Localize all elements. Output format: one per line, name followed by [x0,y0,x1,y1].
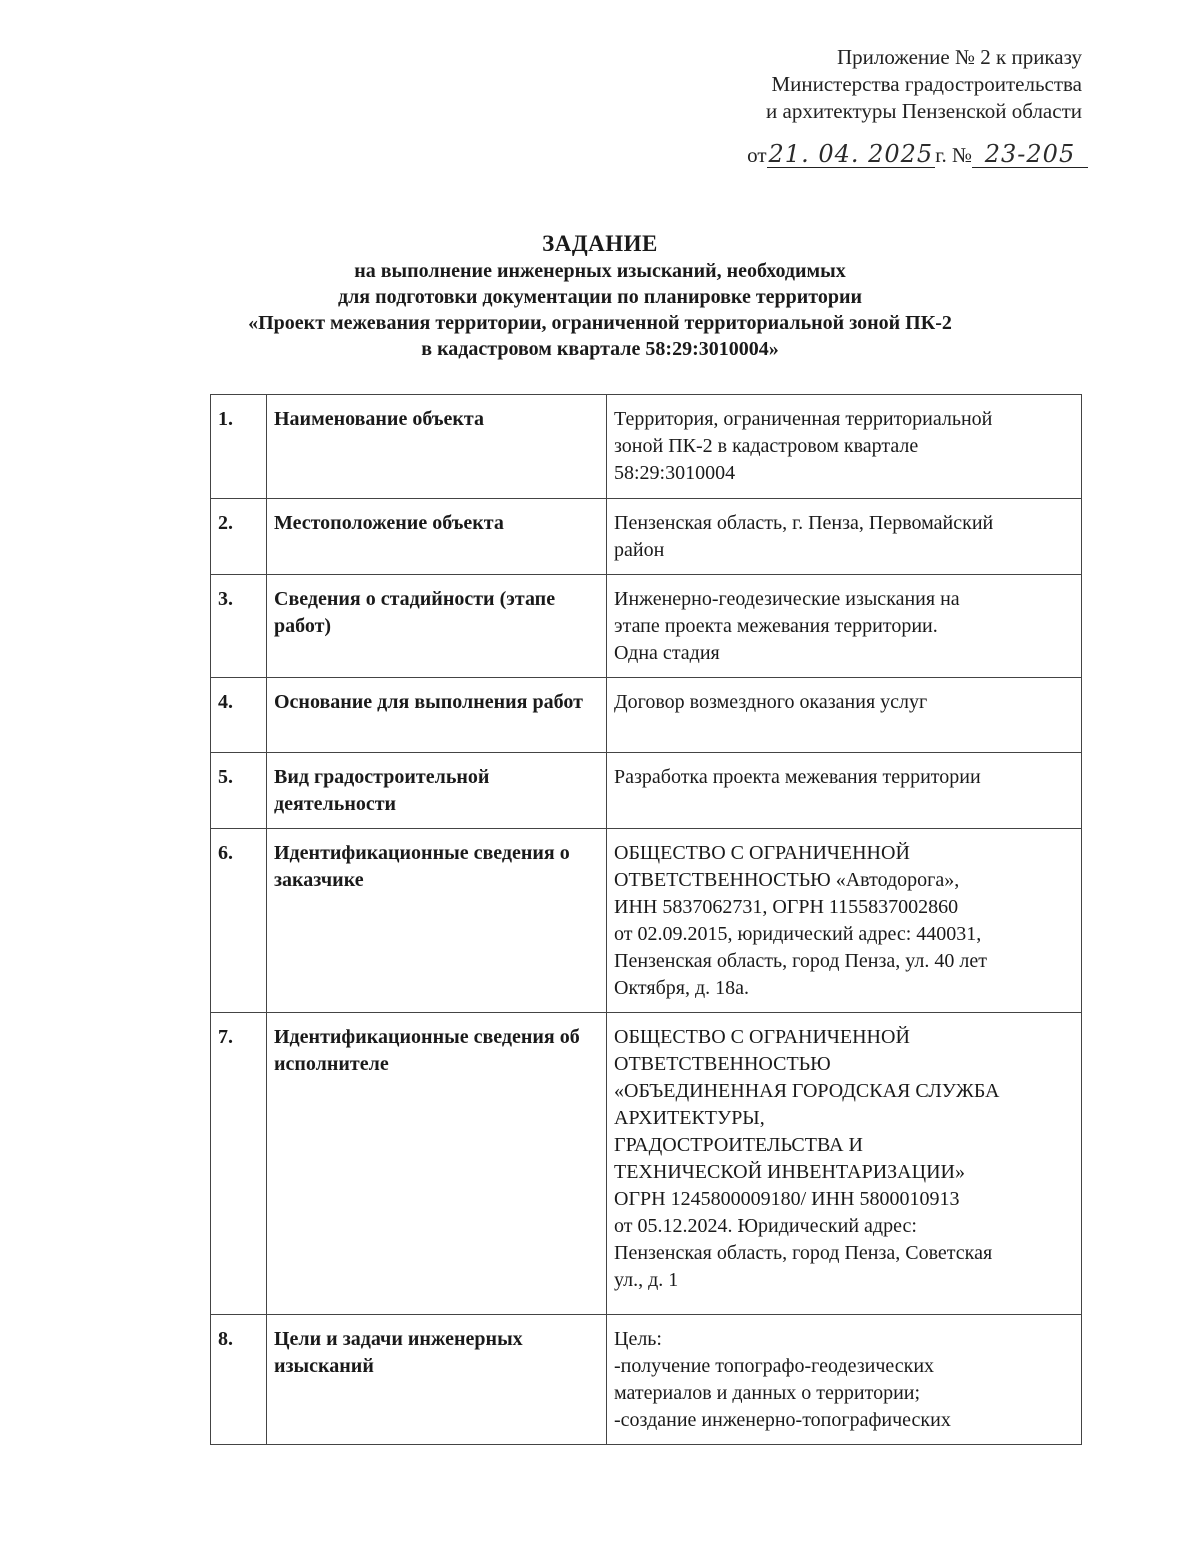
subtitle-line: в кадастровом квартале 58:29:3010004» [421,338,779,360]
value-line: от 02.09.2015, юридический адрес: 440031, [614,923,982,945]
value-line: этапе проекта межевания территории. [614,615,938,637]
appendix-line: и архитектуры Пензенской области [766,99,1082,123]
subtitle-line: на выполнение инженерных изысканий, необходимых [354,260,846,282]
table-row [211,1013,1082,1315]
row-label: Местоположение объекта [267,499,607,575]
value-line: зоной ПК-2 в кадастровом квартале [614,435,919,457]
value-line: ГРАДОСТРОИТЕЛЬСТВА И [614,1134,863,1156]
table-row [211,829,1082,1013]
row-value [607,395,1082,499]
order-number-sign: № [951,143,972,167]
row-label: Наименование объекта [267,395,607,499]
row-value [607,1013,1082,1315]
document-title-block [150,230,1050,362]
table-row [211,575,1082,678]
value-line: Октября, д. 18а. [614,977,749,999]
row-number: 8. [211,1315,267,1445]
row-number: 1. [211,395,267,499]
table-row [211,1315,1082,1445]
order-prefix: от [747,143,767,167]
row-value [607,678,1082,753]
row-number: 6. [211,829,267,1013]
row-number: 7. [211,1013,267,1315]
order-date-handwritten: 21. 04. 2025 [768,140,934,168]
value-line: ОБЩЕСТВО С ОГРАНИЧЕННОЙ [614,1026,910,1048]
value-line: ул., д. 1 [614,1269,679,1291]
row-label: Цели и задачи инженерных изысканий [267,1315,607,1445]
value-line: ОБЩЕСТВО С ОГРАНИЧЕННОЙ [614,842,910,864]
value-line: Пензенская область, г. Пенза, Первомайский [614,512,994,534]
row-label: Идентификационные сведения об исполнителе [267,1013,607,1315]
value-line: АРХИТЕКТУРЫ, [614,1107,765,1129]
subtitle-line: «Проект межевания территории, ограниченной территориальной зоной ПК-2 [248,312,952,334]
value-line: Одна стадия [614,642,720,664]
value-line: Разработка проекта межевания территории [614,766,981,788]
row-number: 2. [211,499,267,575]
order-number-handwritten: 23-205 [972,141,1088,168]
value-line: -получение топографо-геодезических [614,1355,935,1377]
table-row [211,499,1082,575]
value-line: 58:29:3010004 [614,462,736,484]
value-line: Территория, ограниченная территориальной [614,408,993,430]
row-value [607,753,1082,829]
table-row [211,678,1082,753]
row-number: 4. [211,678,267,753]
value-line: «ОБЪЕДИНЕННАЯ ГОРОДСКАЯ СЛУЖБА [614,1080,1000,1102]
value-line: Инженерно-геодезические изыскания на [614,588,960,610]
value-line: ОТВЕТСТВЕННОСТЬЮ [614,1053,831,1075]
appendix-note [766,44,1082,125]
row-label: Идентификационные сведения о заказчике [267,829,607,1013]
row-label: Вид градостроительной деятельности [267,753,607,829]
value-line: ОТВЕТСТВЕННОСТЬЮ «Автодорога», [614,869,960,891]
row-number: 5. [211,753,267,829]
order-reference [747,140,1088,170]
table-row [211,753,1082,829]
value-line: от 05.12.2024. Юридический адрес: [614,1215,917,1237]
value-line: Договор возмездного оказания услуг [614,691,928,713]
document-title: ЗАДАНИЕ [542,231,658,256]
value-line: ОГРН 1245800009180/ ИНН 5800010913 [614,1188,960,1210]
appendix-line: Министерства градостроительства [771,72,1082,96]
value-line: ИНН 5837062731, ОГРН 1155837002860 [614,896,959,918]
value-line: Пензенская область, город Пенза, ул. 40 лет [614,950,987,972]
order-year-suffix: г. [935,143,947,167]
value-line: Пензенская область, город Пенза, Советская [614,1242,993,1264]
row-label: Сведения о стадийности (этапе работ) [267,575,607,678]
row-value [607,575,1082,678]
table-row [211,395,1082,499]
row-value [607,499,1082,575]
row-number: 3. [211,575,267,678]
value-line: Цель: [614,1328,662,1350]
row-label: Основание для выполнения работ [267,678,607,753]
value-line: материалов и данных о территории; [614,1382,921,1404]
value-line: район [614,539,665,561]
value-line: ТЕХНИЧЕСКОЙ ИНВЕНТАРИЗАЦИИ» [614,1161,965,1183]
row-value [607,1315,1082,1445]
appendix-line: Приложение № 2 к приказу [837,45,1082,69]
value-line: -создание инженерно-топографических [614,1409,951,1431]
subtitle-line: для подготовки документации по планировке территории [337,286,863,308]
row-value [607,829,1082,1013]
task-table [210,394,1082,1445]
